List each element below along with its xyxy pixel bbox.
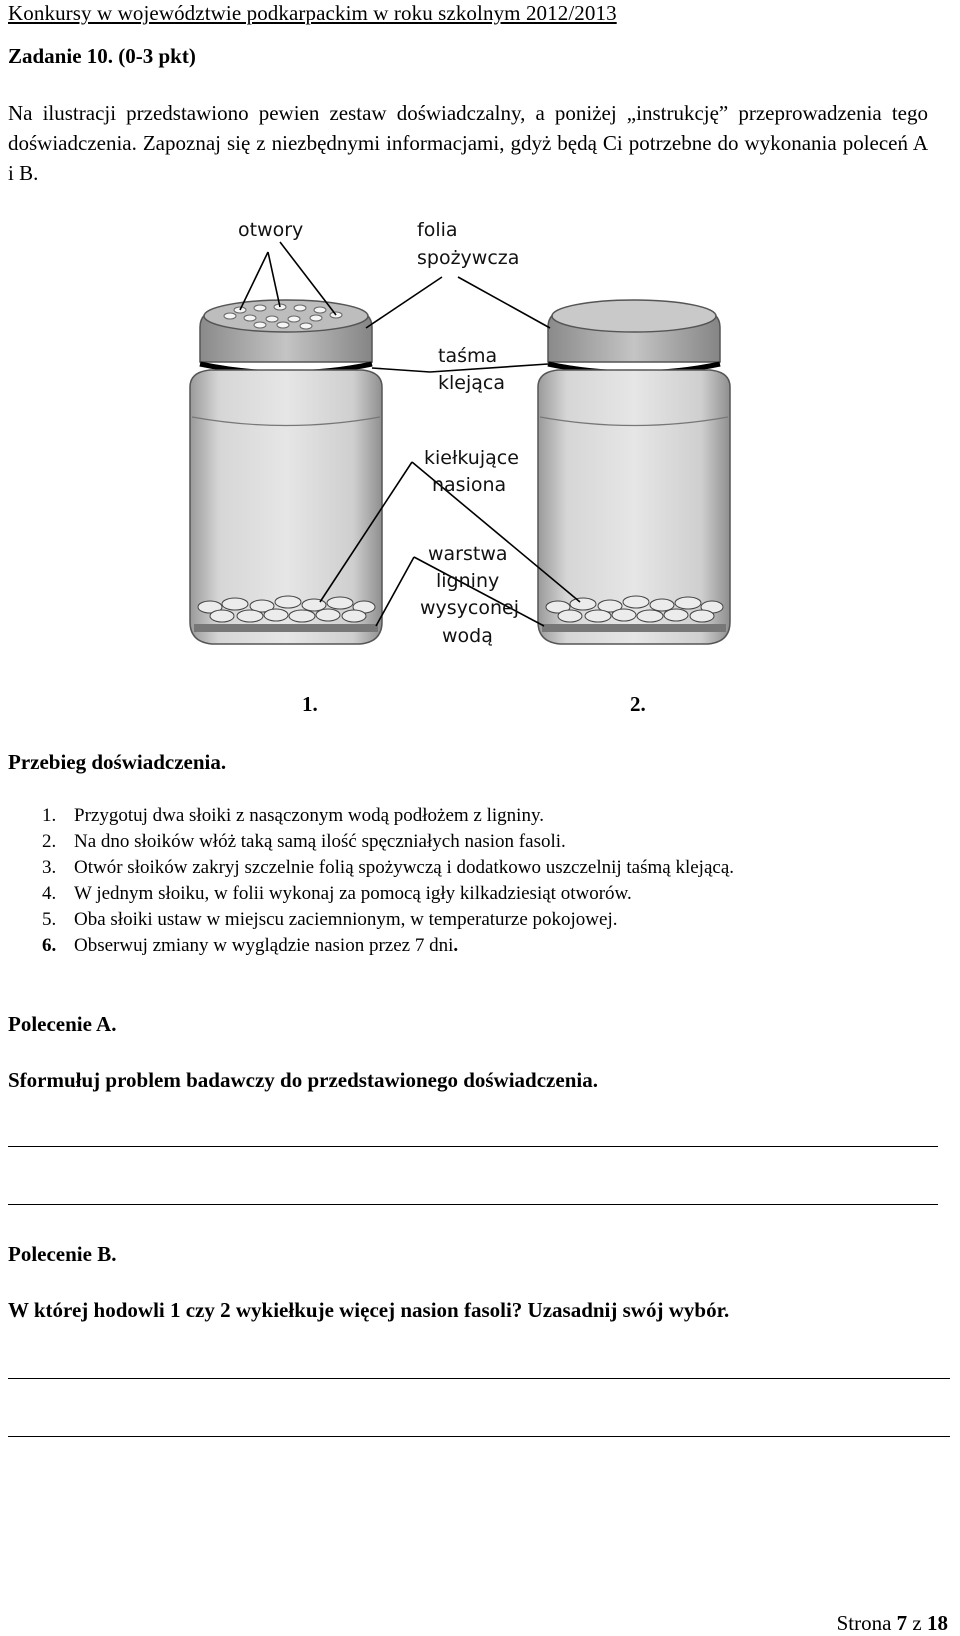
label-otwory: otwory — [238, 219, 304, 241]
step-6: 6. Obserwuj zmiany w wyglądzie nasion przez 7 dni. — [42, 935, 459, 956]
page-header: Konkursy w województwie podkarpackim w roku szkolnym 2012/2013 — [8, 1, 617, 25]
procedure-steps — [42, 803, 734, 959]
label-tasma-2: klejąca — [438, 372, 505, 394]
task-title: Zadanie 10. (0-3 pkt) — [8, 44, 196, 68]
label-tasma-1: taśma — [438, 345, 498, 367]
label-warstwa-3: wysyconej — [420, 597, 520, 619]
step-5: 5. Oba słoiki ustaw w miejscu zaciemnionym, w temperaturze pokojowej. — [42, 909, 618, 930]
step-3: 3. Otwór słoików zakryj szczelnie folią spożywczą i dodatkowo uszczelnij taśmą klejącą. — [42, 857, 735, 878]
jar-1-number: 1. — [302, 692, 318, 716]
label-warstwa-4: wodą — [442, 625, 493, 647]
jar-1 — [190, 300, 382, 644]
task-a-title: Polecenie A. — [8, 1012, 117, 1036]
step-4: 4. W jednym słoiku, w folii wykonaj za pomocą igły kilkadziesiąt otworów. — [42, 883, 632, 904]
task-intro: Na ilustracji przedstawiono pewien zestaw doświadczalny, a poniżej „instrukcję” przeprowadzenia tego doświadczenia. Zapoznaj się z niezbędnymi informacjami, gdyż będą Ci potrzebne do wykonania poleceń A i B. — [8, 101, 928, 185]
label-folia-2: spożywcza — [417, 247, 520, 269]
jar-2 — [538, 300, 730, 644]
label-kielk-2: nasiona — [432, 474, 507, 496]
page-footer: Strona 7 z 18 — [836, 1611, 948, 1635]
task-b-question: W której hodowli 1 czy 2 wykiełkuje więcej nasion fasoli? Uzasadnij swój wybór. — [8, 1298, 730, 1322]
task-b-title: Polecenie B. — [8, 1242, 117, 1266]
answer-line-b-1[interactable] — [8, 1378, 950, 1379]
step-1: 1. Przygotuj dwa słoiki z nasączonym wodą podłożem z ligniny. — [42, 805, 544, 826]
jars-drawing — [180, 212, 770, 722]
jar-2-number: 2. — [630, 692, 646, 716]
label-folia-1: folia — [417, 219, 458, 241]
label-kielk-1: kiełkujące — [424, 447, 519, 469]
answer-line-a-1[interactable] — [8, 1146, 938, 1147]
experiment-illustration — [180, 212, 770, 722]
task-a-question: Sformułuj problem badawczy do przedstawionego doświadczenia. — [8, 1068, 598, 1092]
procedure-title: Przebieg doświadczenia. — [8, 750, 227, 774]
answer-line-b-2[interactable] — [8, 1436, 950, 1437]
label-warstwa-1: warstwa — [428, 543, 508, 565]
answer-line-a-2[interactable] — [8, 1204, 938, 1205]
step-2: 2. Na dno słoików włóż taką samą ilość spęczniałych nasion fasoli. — [42, 831, 566, 852]
label-warstwa-2: ligniny — [436, 570, 500, 592]
